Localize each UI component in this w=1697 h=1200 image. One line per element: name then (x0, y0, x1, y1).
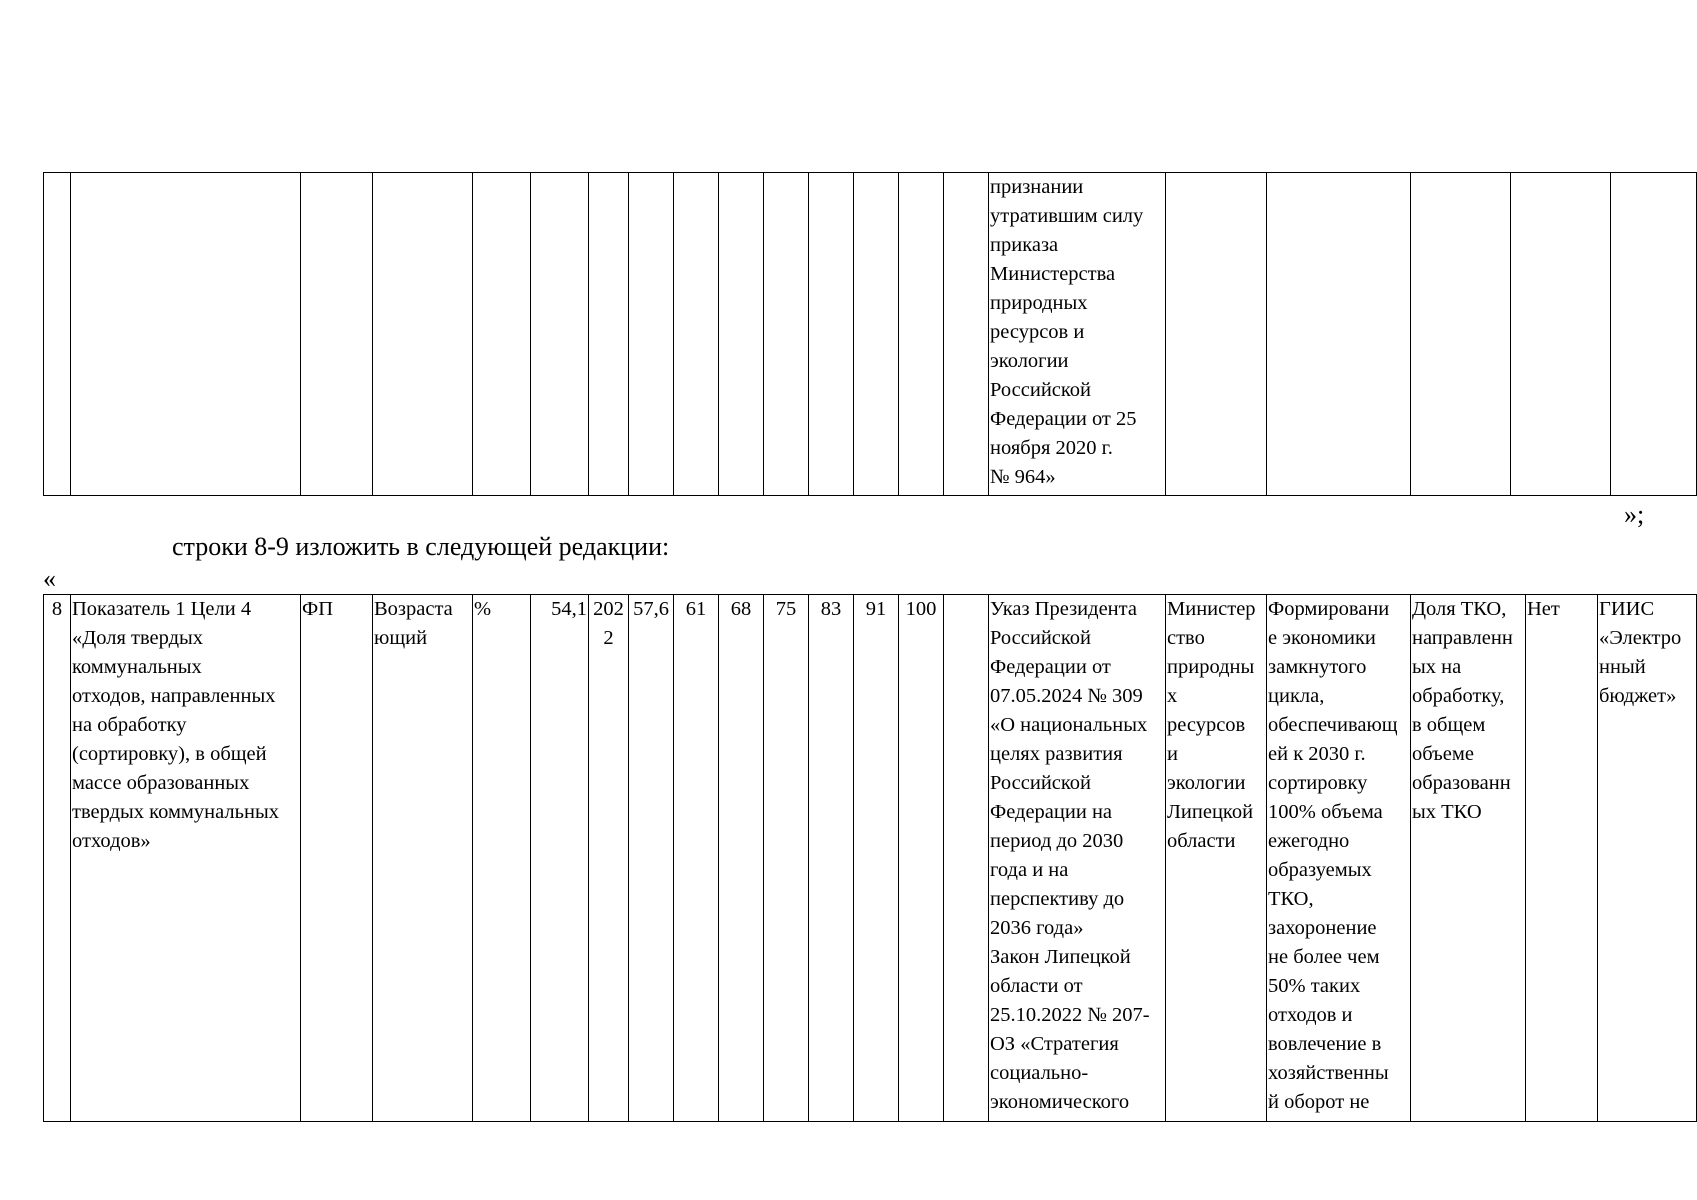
table-cell (1267, 173, 1411, 496)
table-cell (589, 173, 629, 496)
unit-cell: % (473, 595, 531, 1122)
base-year-cell: 202 2 (589, 595, 629, 1122)
table-cell-document: признании утратившим силу приказа Министерства природных ресурсов и экологии Российской Федерации от 25 ноября 2020 г. № 964» (989, 173, 1166, 496)
value-cell: 68 (719, 595, 764, 1122)
value-cell: 91 (854, 595, 899, 1122)
table-cell (899, 173, 944, 496)
table-cell (301, 173, 373, 496)
table-cell (44, 173, 71, 496)
row-number-cell: 8 (44, 595, 71, 1122)
indicator-name-cell: Показатель 1 Цели 4 «Доля твердых коммунальных отходов, направленных на обработку (сортировку), в общей массе образованных твердых коммунальных отходов» (71, 595, 301, 1122)
amendment-instruction: строки 8-9 изложить в следующей редакции: (172, 532, 670, 561)
info-system-cell: ГИИС «Электро нный бюджет» (1598, 595, 1697, 1122)
value-cell: 61 (674, 595, 719, 1122)
document-cell: Указ Президента Российской Федерации от 07.05.2024 № 309 «О национальных целях развития Российской Федерации на период до 2030 года и на перспективу до 2036 года» Закон Липецкой области от 25.10.2022 № 207- ОЗ «Стратегия социально- экономического (989, 595, 1166, 1122)
base-value-cell: 54,1 (531, 595, 589, 1122)
table-cell (531, 173, 589, 496)
value-cell: 100 (899, 595, 944, 1122)
responsible-cell: Министер ство природны х ресурсов и экологии Липецкой области (1166, 595, 1267, 1122)
trend-cell: Возраста ющий (373, 595, 473, 1122)
table-cell (674, 173, 719, 496)
value-cell (944, 595, 989, 1122)
value-cell: 57,6 (629, 595, 674, 1122)
table-cell (719, 173, 764, 496)
level-cell: ФП (301, 595, 373, 1122)
table-cell (1411, 173, 1511, 496)
table-cell (373, 173, 473, 496)
table-cell (629, 173, 674, 496)
national-indicator-cell: Доля ТКО, направленн ых на обработку, в общем объеме образованн ых ТКО (1411, 595, 1526, 1122)
table-cell (473, 173, 531, 496)
continued-table-fragment (43, 172, 1697, 496)
table-cell (1511, 173, 1611, 496)
closing-quote: »; (1624, 500, 1645, 529)
table-cell (854, 173, 899, 496)
table-cell (1166, 173, 1267, 496)
table-cell (71, 173, 301, 496)
table-row (44, 595, 1697, 1122)
flag-cell: Нет (1526, 595, 1598, 1122)
table-row (44, 173, 1697, 496)
value-cell: 75 (764, 595, 809, 1122)
table-cell (1611, 173, 1697, 496)
indicator-table (43, 594, 1697, 1122)
table-cell (809, 173, 854, 496)
related-goal-cell: Формировани е экономики замкнутого цикла, обеспечивающ ей к 2030 г. сортировку 100% объема ежегодно образуемых ТКО, захоронение не более чем 50% таких отходов и вовлечение в хозяйственны й оборот не (1267, 595, 1411, 1122)
table-cell (764, 173, 809, 496)
table-cell (944, 173, 989, 496)
value-cell: 83 (809, 595, 854, 1122)
opening-quote: « (43, 564, 56, 593)
